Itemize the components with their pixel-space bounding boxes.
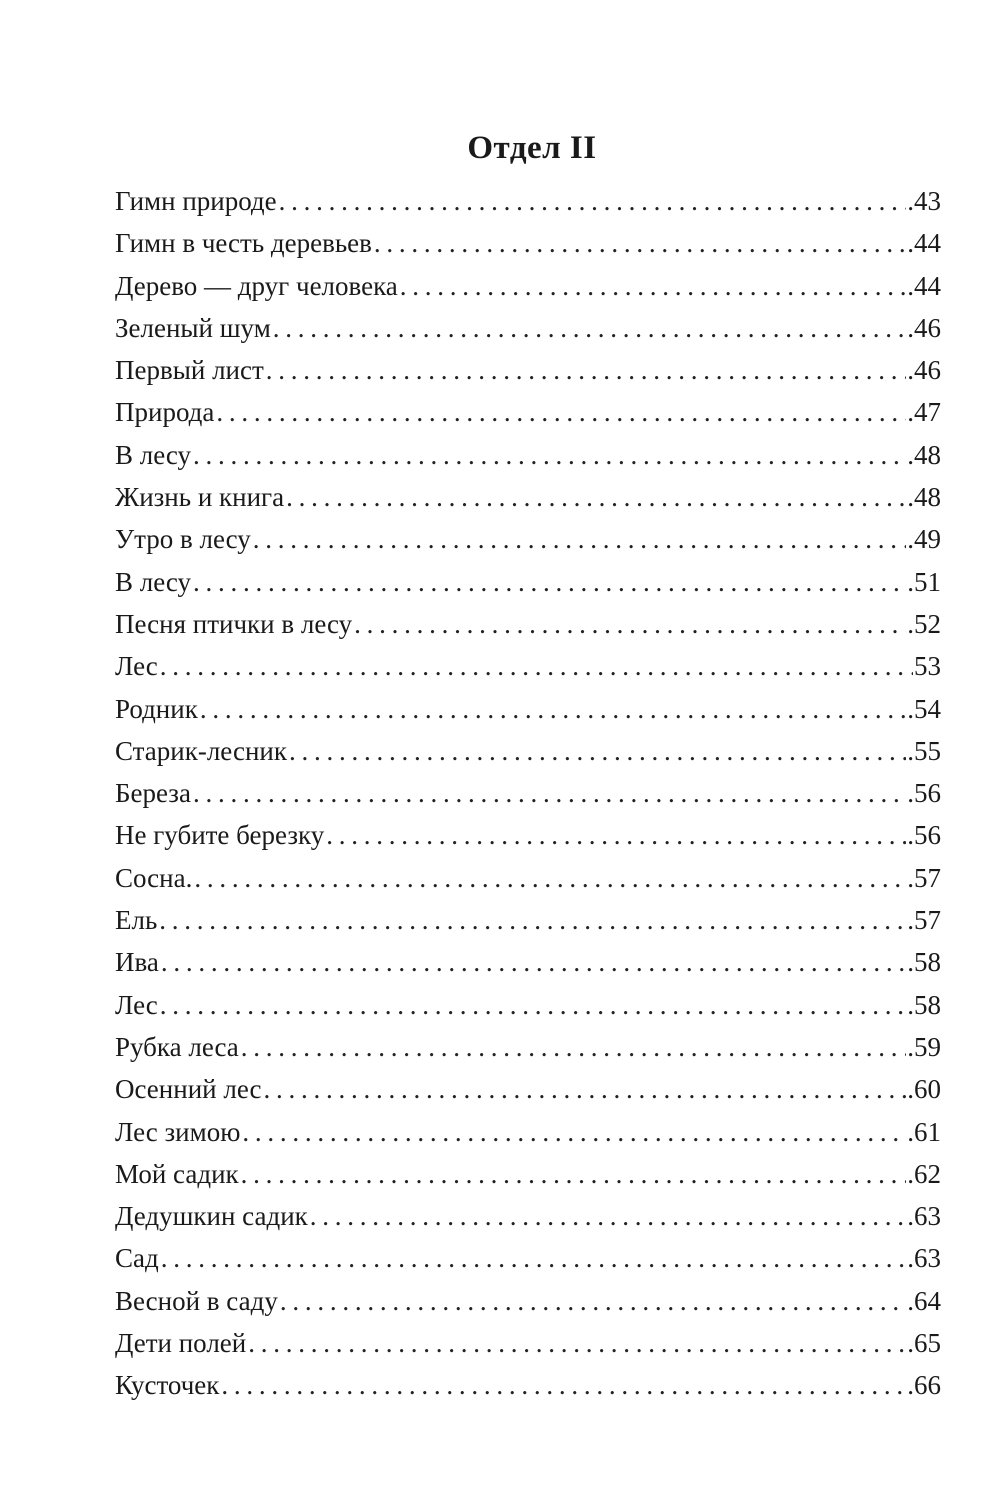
dot-leader <box>221 1364 906 1406</box>
toc-entry-title: Сосна. <box>115 862 193 893</box>
toc-entry-page: .56 <box>907 778 941 809</box>
toc-entry-title: В лесу <box>115 439 192 470</box>
toc-entry-title: Гимн природе <box>115 186 277 216</box>
toc-entry-page: .48 <box>907 439 941 470</box>
dot-leader <box>326 814 906 856</box>
toc-entry-title: Береза <box>115 778 191 809</box>
toc-entry <box>115 1026 941 1068</box>
toc-entry-title: Лес <box>115 651 158 682</box>
table-of-contents <box>115 180 941 1407</box>
dot-leader <box>161 941 906 983</box>
toc-entry-page: .64 <box>907 1285 941 1316</box>
toc-entry-title: Весной в саду <box>115 1285 278 1316</box>
toc-entry <box>115 814 941 856</box>
toc-entry <box>115 1364 941 1406</box>
dot-leader <box>286 476 906 518</box>
dot-leader <box>374 222 906 264</box>
dot-leader <box>273 307 906 349</box>
toc-entry-page: .44 <box>907 228 941 259</box>
toc-entry <box>115 180 941 222</box>
toc-entry-title: Старик-лесник <box>115 735 287 766</box>
dot-leader <box>241 1153 907 1195</box>
dot-leader <box>266 349 906 391</box>
toc-entry-page: .52 <box>907 608 941 639</box>
toc-entry-title: Зеленый шум <box>115 312 271 343</box>
dot-leader <box>159 899 906 941</box>
dot-leader <box>248 1322 906 1364</box>
toc-entry-page: .62 <box>907 1158 941 1189</box>
toc-entry-page: .57 <box>907 905 941 936</box>
toc-entry <box>115 307 941 349</box>
toc-entry-page: .54 <box>907 693 941 724</box>
toc-entry <box>115 857 941 899</box>
toc-entry-title: Осенний лес <box>115 1074 262 1105</box>
toc-entry <box>115 1195 941 1237</box>
toc-entry <box>115 434 941 476</box>
toc-entry-title: Дети полей <box>115 1328 247 1359</box>
toc-entry <box>115 1111 941 1153</box>
toc-entry-title: Гимн в честь деревьев <box>115 228 372 259</box>
toc-entry <box>115 476 941 518</box>
dot-leader <box>193 561 906 603</box>
toc-entry-title: Ива <box>115 947 159 978</box>
toc-entry-title: Сад <box>115 1243 159 1274</box>
toc-entry-page: .63 <box>907 1201 941 1232</box>
dot-leader <box>200 688 906 730</box>
toc-entry-page: .58 <box>907 947 941 978</box>
toc-entry-title: Лес зимою <box>115 1116 241 1147</box>
toc-entry <box>115 1237 941 1279</box>
toc-entry-title: Рубка леса <box>115 1031 239 1062</box>
dot-leader <box>253 518 906 560</box>
toc-entry-title: Не губите березку <box>115 820 325 851</box>
toc-entry-page: .46 <box>907 355 941 386</box>
toc-entry <box>115 1153 941 1195</box>
dot-leader <box>160 984 906 1026</box>
toc-entry-page: .46 <box>907 312 941 343</box>
dot-leader <box>279 180 907 222</box>
dot-leader <box>216 391 906 433</box>
toc-entry <box>115 688 941 730</box>
toc-entry-page: .44 <box>907 270 941 301</box>
dot-leader <box>263 1068 906 1110</box>
toc-entry <box>115 222 941 264</box>
toc-entry <box>115 1322 941 1364</box>
toc-entry <box>115 1068 941 1110</box>
toc-entry-page: .56 <box>907 820 941 851</box>
toc-entry-page: 53 <box>914 651 941 682</box>
toc-entry <box>115 899 941 941</box>
toc-entry-title: Кусточек <box>115 1370 220 1401</box>
toc-entry <box>115 561 941 603</box>
toc-entry-page: .65 <box>907 1328 941 1359</box>
toc-entry-page: .43 <box>907 186 941 216</box>
toc-entry <box>115 645 941 687</box>
dot-leader <box>193 772 906 814</box>
toc-entry-page: .57 <box>907 862 941 893</box>
dot-leader <box>161 1237 907 1279</box>
toc-entry-page: .49 <box>907 524 941 555</box>
toc-entry <box>115 730 941 772</box>
toc-entry-page: .48 <box>907 482 941 513</box>
toc-entry-page: .55 <box>907 735 941 766</box>
dot-leader <box>194 857 906 899</box>
toc-entry-title: Первый лист <box>115 355 264 386</box>
toc-entry-title: Дерево — друг человека <box>115 270 398 301</box>
dot-leader <box>193 434 906 476</box>
toc-entry-title: Ель <box>115 905 158 936</box>
toc-entry-page: .63 <box>907 1243 941 1274</box>
dot-leader <box>400 265 906 307</box>
toc-entry-title: Песня птички в лесу <box>115 608 353 639</box>
dot-leader <box>354 603 906 645</box>
toc-entry <box>115 941 941 983</box>
toc-entry-page: .58 <box>907 989 941 1020</box>
toc-entry-title: Жизнь и книга <box>115 482 285 513</box>
toc-entry-title: Природа <box>115 397 215 428</box>
toc-entry <box>115 518 941 560</box>
toc-entry <box>115 1280 941 1322</box>
toc-entry-title: Мой садик <box>115 1158 239 1189</box>
toc-entry-page: .66 <box>907 1370 941 1401</box>
toc-entry <box>115 391 941 433</box>
dot-leader <box>280 1280 906 1322</box>
toc-entry-title: Утро в лесу <box>115 524 251 555</box>
toc-entry-title: Дедушкин садик <box>115 1201 308 1232</box>
toc-entry-page: .51 <box>907 566 941 597</box>
toc-entry-page: .60 <box>907 1074 941 1105</box>
dot-leader <box>241 1026 906 1068</box>
toc-entry <box>115 603 941 645</box>
dot-leader <box>160 645 913 687</box>
toc-entry-page: .47 <box>907 397 941 428</box>
dot-leader <box>310 1195 906 1237</box>
toc-entry <box>115 349 941 391</box>
toc-entry-title: В лесу <box>115 566 192 597</box>
section-title: Отдел II <box>467 130 597 166</box>
toc-entry-title: Лес <box>115 989 158 1020</box>
dot-leader <box>242 1111 906 1153</box>
dot-leader <box>289 730 906 772</box>
toc-entry <box>115 772 941 814</box>
toc-entry-page: .61 <box>907 1116 941 1147</box>
toc-entry <box>115 265 941 307</box>
toc-entry-title: Родник <box>115 693 198 724</box>
toc-entry <box>115 984 941 1026</box>
toc-entry-page: .59 <box>907 1031 941 1062</box>
